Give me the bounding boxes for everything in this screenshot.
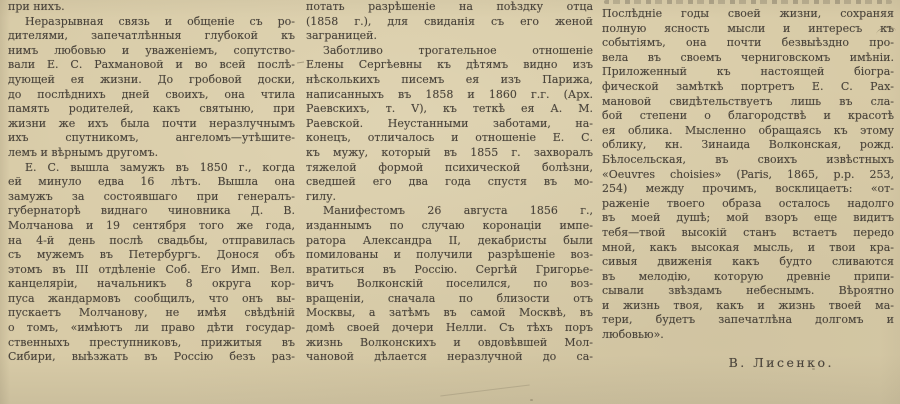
text-line: дующей ея жизни. До гробовой доски,	[8, 72, 295, 86]
paper-speck	[530, 399, 533, 401]
text-line: Молчанова и 19 сентября того же года,	[8, 218, 295, 232]
text-line: вела въ своемъ черниговскомъ имѣніи.	[602, 50, 894, 64]
text-line: Сибири, выѣзжать въ Россію безъ раз-	[8, 350, 295, 364]
text-line: сивыя движенія какъ будто сливаются	[602, 255, 894, 269]
text-line: вичъ Волконскій поселился, по воз-	[306, 277, 593, 291]
text-line: вратиться въ Россію. Сергѣй Григорье-	[306, 262, 593, 276]
text-line: губернаторѣ виднаго чиновника Д. В.	[8, 204, 295, 218]
text-line: событіямъ, она почти безвыѣздно про-	[602, 36, 894, 50]
text-line: Приложенный къ настоящей біогра-	[602, 65, 894, 79]
text-line: «Oeuvres choisies» (Paris, 1865, p.p. 253,	[602, 167, 894, 181]
text-line: помилованы и получили разрѣшеніе воз-	[306, 248, 593, 262]
margin-dash-mark	[297, 62, 304, 64]
text-line: раженіе твоего образа осталось надолго	[602, 196, 894, 210]
text-line: облику, кн. Зинаида Волконская, рожд.	[602, 138, 894, 152]
text-line: 254) между прочимъ, восклицаетъ: «от-	[602, 182, 894, 196]
text-line: Неразрывная связь и общеніе съ ро-	[25, 14, 295, 28]
text-line: Манифестомъ 26 августа 1856 г.,	[323, 204, 593, 218]
text-line: домѣ своей дочери Нелли. Съ тѣхъ поръ	[306, 321, 593, 335]
text-line: вращеніи, сначала по близости отъ	[306, 291, 593, 305]
text-line: Послѣдніе годы своей жизни, сохраняя	[602, 7, 894, 20]
text-line: тебя—твой высокій станъ встаетъ передо	[602, 225, 894, 239]
text-line: мановой свидѣтельствуетъ лишь въ сла-	[602, 94, 894, 108]
text-line: Заботливо трогательное отношеніе	[323, 43, 593, 57]
text-line: дителями, запечатлѣнныя глубокой къ	[8, 29, 295, 43]
text-line: нѣсколькихъ писемъ ея изъ Парижа,	[306, 72, 593, 86]
text-line: ей минуло едва 16 лѣтъ. Вышла она	[8, 175, 295, 189]
text-line: при нихъ.	[8, 0, 65, 13]
text-line: конецъ, отличалось и отношеніе Е. С.	[306, 131, 593, 145]
text-line: заграницей.	[306, 29, 377, 43]
text-line: канцеляріи, начальникъ 8 округа кор-	[8, 277, 295, 291]
text-line: пуса жандармовъ сообщилъ, что онъ вы-	[8, 291, 295, 305]
text-line: пускаетъ Молчанову, не имѣя свѣдѣній	[8, 306, 295, 320]
column-lines	[8, 0, 295, 365]
text-column-3	[602, 0, 894, 404]
text-line: ратора Александра II, декабристы были	[306, 233, 593, 247]
text-line: Москвы, а затѣмъ въ самой Москвѣ, въ	[306, 306, 593, 320]
author-signature: В. Лисенко.	[728, 354, 834, 370]
text-line: память родителей, какъ святыню, при	[8, 102, 295, 116]
text-line: этомъ въ III отдѣленіе Соб. Его Имп. Вел.	[8, 262, 295, 276]
text-line: написанныхъ въ 1858 и 1860 г.г. (Арх.	[306, 87, 593, 101]
text-line: и жизнь твоя, какъ и жизнь твоей ма-	[602, 298, 894, 312]
text-line: о томъ, «имѣютъ ли право дѣти государ-	[8, 321, 295, 335]
text-line: сывали звѣздамъ небеснымъ. Вѣроятно	[602, 284, 894, 298]
text-line: нимъ любовью и уваженіемъ, сопутство-	[8, 43, 295, 57]
text-line: (1858 г.), для свиданія съ его женой	[306, 14, 593, 28]
text-line: полную ясность мысли и интересъ къ	[602, 21, 894, 35]
text-line: до послѣднихъ дней своихъ, она чтила	[8, 87, 295, 101]
text-line: тяжелой формой психической болѣзни,	[306, 160, 593, 174]
text-line: гилу.	[306, 189, 337, 203]
text-line: замужъ за состоявшаго при генералъ-	[8, 189, 295, 203]
text-column-1	[8, 0, 295, 404]
text-line: любовью».	[602, 328, 664, 342]
text-line: мной, какъ высокая мысль, и твои кра-	[602, 240, 894, 254]
text-line: Раевской. Неустанными заботами, на-	[306, 116, 593, 130]
column-lines	[306, 0, 593, 365]
text-line: сведшей его два года спустя въ мо-	[306, 175, 593, 189]
text-line: Е. С. вышла замужъ въ 1850 г., когда	[25, 160, 295, 174]
text-line: фической замѣткѣ портретъ Е. С. Рах-	[602, 79, 894, 93]
column-lines	[602, 7, 894, 343]
text-line: изданнымъ по случаю коронаціи импе-	[306, 218, 593, 232]
text-line: ея облика. Мысленно обращаясь къ этому	[602, 123, 894, 137]
text-line: лемъ и вѣрнымъ другомъ.	[8, 145, 159, 159]
text-line: Бѣлосельская, въ своихъ извѣстныхъ	[602, 152, 894, 166]
text-line: съ мужемъ въ Петербургъ. Донося объ	[8, 248, 295, 262]
text-line: жизни же ихъ была почти неразлучнымъ	[8, 116, 295, 130]
paper-speck	[812, 368, 815, 370]
text-line: тери, будетъ запечатлѣна долгомъ и	[602, 313, 894, 327]
text-line: въ моей душѣ; мой взоръ еще видитъ	[602, 211, 894, 225]
text-line: чановой дѣлается неразлучной до са-	[306, 350, 593, 364]
text-line: жизнь Волконскихъ и овдовѣвшей Мол-	[306, 335, 593, 349]
clipped-text-fragment	[604, 0, 892, 4]
text-line: бой степени о благородствѣ и красотѣ	[602, 109, 894, 123]
text-line: Елены Сергѣевны къ дѣтямъ видно изъ	[306, 58, 593, 72]
text-line: ственныхъ преступниковъ, прижитыя въ	[8, 335, 295, 349]
text-column-2	[306, 0, 593, 404]
text-line: Раевскихъ, т. V), къ теткѣ ея А. М.	[306, 102, 593, 116]
text-line: потать разрѣшеніе на поѣздку отца	[306, 0, 593, 13]
text-line: къ мужу, который въ 1855 г. захворалъ	[306, 145, 593, 159]
text-line: въ мелодію, которую древніе припи-	[602, 269, 894, 283]
text-line: ихъ спутникомъ, ангеломъ—утѣшите-	[8, 131, 295, 145]
text-line: вали Е. С. Рахмановой и во всей послѣ-	[8, 58, 295, 72]
text-line: на 4-й день послѣ свадьбы, отправилась	[8, 233, 295, 247]
